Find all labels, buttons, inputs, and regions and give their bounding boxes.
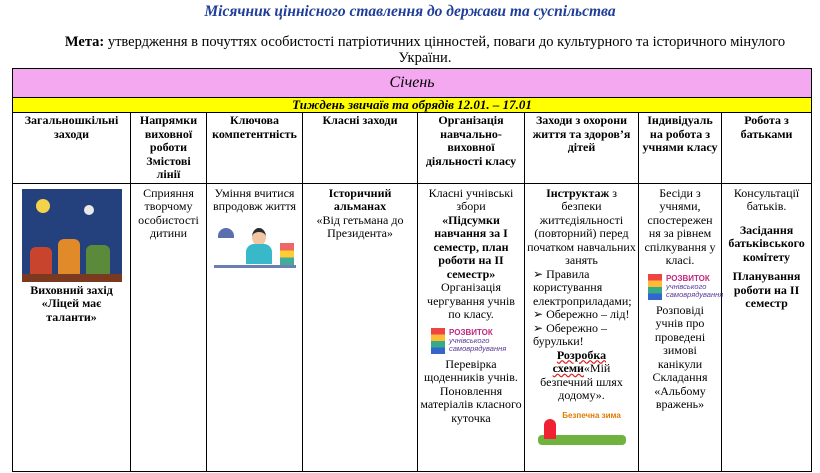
scheme-text: «Мій безпечний шлях додому».: [540, 361, 623, 402]
column-header: Заходи з охорони життя та здоров’я дітей: [525, 113, 639, 184]
column-header: Напрямки виховної роботи Змістові лінії: [131, 113, 207, 184]
folk-poster-image: [22, 189, 122, 282]
column-header: Класні заходи: [303, 113, 418, 184]
cell-individual: [639, 183, 722, 471]
cell-safety: [525, 183, 639, 471]
competence-text: Уміння вчитися впродовж життя: [212, 185, 297, 213]
cell-school-events: [13, 183, 131, 471]
cell-direction: [131, 183, 207, 471]
winter-safety-label: Безпечна зима: [562, 410, 621, 420]
cell-competence: [207, 183, 303, 471]
column-header: Ключова компетентність: [207, 113, 303, 184]
organization-duty: Організація чергування учнів по класу.: [427, 280, 515, 321]
parents-planning: Планування роботи на ІІ семестр: [732, 269, 801, 310]
class-event-subtitle: «Від гетьмана до Президента»: [316, 212, 404, 240]
content-row: [13, 183, 812, 471]
parents-text: Консультації батьків.: [733, 185, 800, 213]
cell-organization: [418, 183, 525, 471]
individual-bottom: Розповіді учнів про проведені зимові канікули Складання «Альбому вражень»: [652, 302, 708, 411]
cell-parents: [722, 183, 812, 471]
school-event-label: Виховний захід: [30, 282, 113, 297]
badge-title: РОЗВИТОК: [449, 327, 493, 337]
column-header: Індивідуаль на робота з учнями класу: [639, 113, 722, 184]
safety-item: ➢ Обережно – бурульки!: [533, 320, 608, 348]
header-row: [13, 113, 812, 184]
goal-label: Мета:: [64, 34, 105, 50]
individual-top: Бесіди з учнями, спостережен ня за рівнем спілкування у класі.: [644, 185, 716, 267]
direction-text: Сприяння творчому особистості дитини: [138, 185, 199, 240]
week-row: [13, 98, 812, 113]
class-event-title: Історичний альманах: [328, 185, 392, 213]
winter-safety-image: [538, 409, 626, 445]
safety-item: ➢ Обережно – лід!: [533, 307, 630, 321]
student-laptop-image: [212, 222, 298, 272]
month-label: Січень: [13, 69, 812, 98]
parents-committee: Засідання батьківського комітету: [728, 222, 805, 264]
safety-item: ➢ Правила користування електроприладами;: [533, 266, 632, 308]
organization-meeting: «Підсумки навчання за І семестр, план роботи на ІІ семестр»: [433, 212, 509, 281]
month-row: [13, 69, 812, 98]
cell-class-events: [303, 183, 418, 471]
goal-text: утвердження в почуттях особистості патріотичних цінностей, поваги до культурного та історичного мінулого України.: [107, 34, 786, 66]
safety-intro: [527, 187, 636, 268]
plan-table: [12, 68, 812, 472]
week-label: Тиждень звичаїв та обрядів 12.01. – 17.01: [13, 98, 812, 113]
column-header: Організація навчально-виховної діяльності класу: [418, 113, 525, 184]
self-government-badge-2: [648, 272, 724, 302]
school-event-name: «Ліцей має таланти»: [41, 296, 102, 324]
organization-end: Перевірка щоденників учнів. Поновлення матеріалів класного куточка: [420, 356, 522, 425]
goal-statement: [45, 34, 805, 66]
safety-scheme: [527, 349, 636, 403]
organization-intro: Класні учнівські збори: [428, 185, 514, 213]
badge-subtitle: учнівського самоврядування: [449, 335, 507, 353]
badge-subtitle: учнівського самоврядування: [666, 281, 724, 299]
page-title: Місячник ціннісного ставлення до держави та суспільства: [204, 3, 616, 20]
badge-title: РОЗВИТОК: [666, 273, 710, 283]
scheme-bold: Розробка схеми: [552, 347, 607, 375]
column-header: Загальношкільні заходи: [13, 113, 131, 184]
safety-bold: Інструктаж: [546, 185, 610, 200]
safety-text: з безпеки життєдіяльності (повторний) перед початком навчальних занять: [527, 185, 636, 267]
column-header: Робота з батьками: [722, 113, 812, 184]
self-government-badge: [431, 326, 511, 356]
